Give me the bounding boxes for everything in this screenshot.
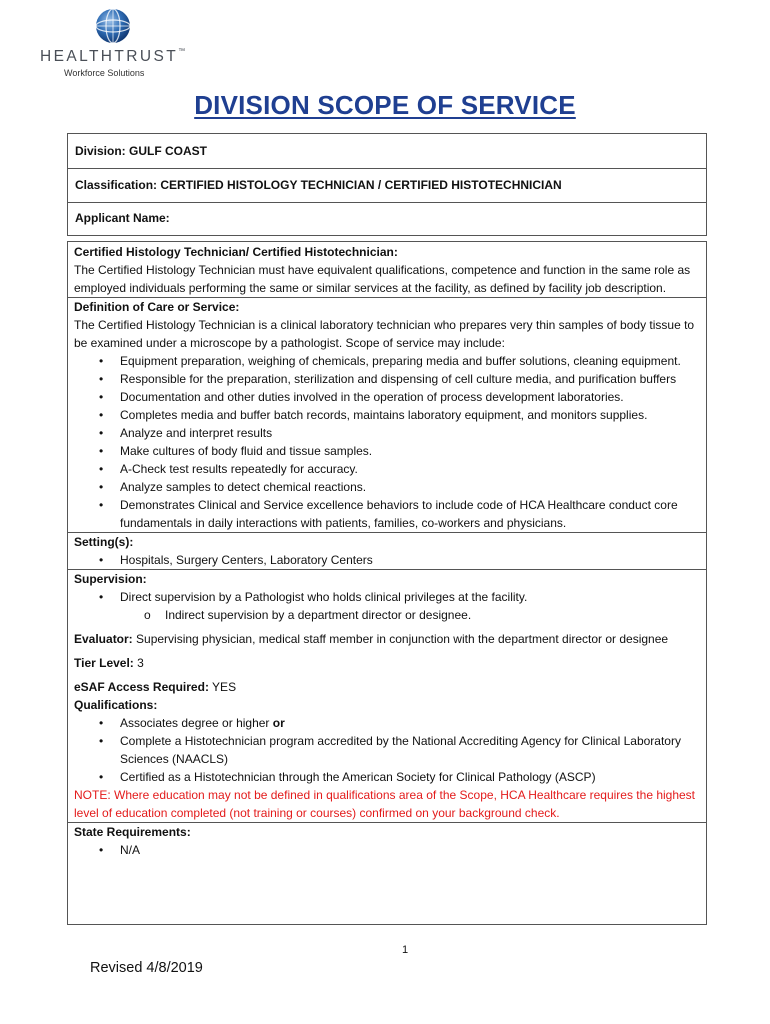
page-number: 1: [402, 944, 409, 956]
page-title: DIVISION SCOPE OF SERVICE: [194, 90, 576, 120]
settings-list: [74, 551, 700, 569]
qualifications-heading: Qualifications:: [74, 698, 158, 712]
brand-subtitle: Workforce Solutions: [64, 68, 145, 78]
list-item: • Make cultures of body fluid and tissue samples.: [99, 444, 373, 458]
scope-content: [67, 241, 707, 925]
info-box: [67, 133, 707, 236]
list-item: • Responsible for the preparation, sterilization and dispensing of cell culture media, and purification buffers: [99, 372, 677, 386]
list-item: • Documentation and other duties involved in the operation of process development laboratories.: [99, 390, 624, 404]
role-heading: Certified Histology Technician/ Certified Histotechnician:: [74, 245, 398, 259]
list-item: • Complete a Histotechnician program accredited by the National Accrediting Agency for Clinical Laboratory Sciences (NAACLS): [99, 734, 681, 766]
division-field: Division: GULF COAST: [75, 144, 207, 158]
list-item: • Certified as a Histotechnician through the American Society for Clinical Pathology (ASCP): [99, 770, 596, 784]
brand-name: HEALTHTRUST™: [40, 48, 186, 65]
list-item: • Associates degree or higher or: [99, 716, 285, 730]
role-description: The Certified Histology Technician must have equivalent qualifications, competence and function in the same role as employed individuals performing the same or similar services at the facility, as defined by facility job description.: [74, 263, 691, 295]
list-item: • Direct supervision by a Pathologist who holds clinical privileges at the facility.: [99, 590, 528, 604]
settings-heading: Setting(s):: [74, 535, 134, 549]
list-item: o Indirect supervision by a department director or designee.: [144, 608, 472, 622]
applicant-name-field: Applicant Name:: [75, 211, 170, 225]
list-item: • N/A: [99, 843, 141, 857]
revised-date: Revised 4/8/2019: [90, 960, 203, 976]
list-item: • Equipment preparation, weighing of chemicals, preparing media and buffer solutions, cleaning equipment.: [99, 354, 681, 368]
list-item: • Analyze samples to detect chemical reactions.: [99, 480, 367, 494]
list-item: • Demonstrates Clinical and Service excellence behaviors to include code of HCA Healthcare conduct core fundamentals in daily interactions with patients, families, co-workers and physicians.: [99, 498, 678, 530]
tier-level-field: Tier Level: 3: [74, 656, 144, 670]
healthtrust-logo: [40, 8, 190, 78]
supervision-sublist: [74, 606, 700, 624]
supervision-list: [74, 588, 700, 606]
globe-icon: [95, 8, 131, 44]
list-item: • Completes media and buffer batch records, maintains laboratory equipment, and monitors supplies.: [99, 408, 648, 422]
state-requirements-heading: State Requirements:: [74, 825, 191, 839]
list-item: • Hospitals, Surgery Centers, Laboratory Centers: [99, 553, 373, 567]
classification-field: Classification: CERTIFIED HISTOLOGY TECHNICIAN / CERTIFIED HISTOTECHNICIAN: [75, 178, 562, 192]
esaf-field: eSAF Access Required: YES: [74, 680, 237, 694]
definition-heading: Definition of Care or Service:: [74, 300, 240, 314]
evaluator-field: Evaluator: Supervising physician, medical staff member in conjunction with the department director or designee: [74, 632, 669, 646]
list-item: • A-Check test results repeatedly for accuracy.: [99, 462, 358, 476]
supervision-heading: Supervision:: [74, 572, 147, 586]
list-item: • Analyze and interpret results: [99, 426, 273, 440]
definition-list: [74, 352, 700, 532]
definition-description: The Certified Histology Technician is a clinical laboratory technician who prepares very thin samples of body tissue to be examined under a microscope by a pathologist. Scope of service may include:: [74, 318, 695, 350]
qualifications-list: [74, 714, 700, 786]
state-requirements-list: [74, 841, 700, 859]
education-note: NOTE: Where education may not be defined in qualifications area of the Scope, HCA Healthcare requires the highest level of education completed (not training or courses) confirmed on your background check.: [74, 788, 696, 820]
